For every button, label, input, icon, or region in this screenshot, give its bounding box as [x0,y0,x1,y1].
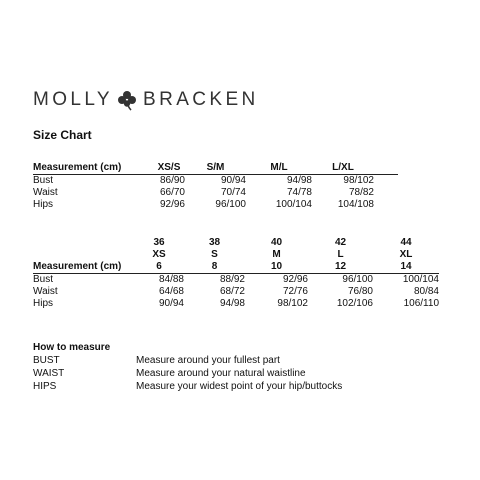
table-row [33,298,439,310]
letter-size-row [33,249,439,261]
table-cell: 76/80 [347,286,373,297]
row-label: Hips [33,298,54,309]
table-cell: 72/76 [282,286,308,297]
measure-text: Measure your widest point of your hip/buttocks [136,381,343,392]
list-item [33,367,342,380]
eu-size: 38 [208,237,221,248]
eu-size: 40 [270,237,283,248]
row-label: Hips [33,199,54,210]
header-measurement: Measurement (cm) [33,162,153,175]
brand-name-right: BRACKEN [143,89,259,110]
header-size: XS/S [153,162,185,175]
table-row [33,187,398,199]
uk-size: 10 [245,261,308,274]
table-cell: 96/100 [215,199,246,210]
table-cell: 94/98 [286,175,312,186]
letter-size: M [272,249,281,260]
uk-size: 6 [134,261,184,274]
table-cell: 100/104 [402,274,439,285]
table-cell: 96/100 [342,274,373,285]
eu-size: 44 [400,237,412,248]
table-cell: 98/102 [277,298,308,309]
table-cell: 92/96 [282,274,308,285]
header-size: M/L [246,162,312,175]
header-size: S/M [185,162,246,175]
table-cell: 70/74 [220,187,246,198]
table-cell: 104/108 [337,199,374,210]
header-spacer [374,162,398,175]
table-cell: 84/88 [158,274,184,285]
table-row [33,274,439,287]
table-cell: 102/106 [336,298,373,309]
eu-size-row [33,237,439,249]
uk-size-row [33,261,439,274]
table-cell: 66/70 [159,187,185,198]
table-cell: 90/94 [220,175,246,186]
list-item [33,354,342,367]
uk-size: 8 [184,261,245,274]
eu-size: 42 [334,237,347,248]
table-cell: 88/92 [219,274,245,285]
size-table-numeric [33,237,439,310]
table-cell: 74/78 [286,187,312,198]
measure-key: BUST [33,355,60,366]
table-row [33,286,439,298]
table-row [33,175,398,188]
list-item [33,380,342,393]
measure-text: Measure around your natural waistline [136,368,306,379]
header-measurement: Measurement (cm) [33,261,134,274]
table-header-row [33,162,398,175]
letter-size: XS [152,249,166,260]
letter-size: L [337,249,344,260]
table-cell: 78/82 [348,187,374,198]
uk-size: 14 [373,261,439,274]
how-to-measure [33,341,342,393]
row-label: Bust [33,175,54,186]
table-cell: 64/68 [158,286,184,297]
clover-icon [115,88,139,112]
measure-key: HIPS [33,381,57,392]
header-size: L/XL [312,162,374,175]
table-cell: 94/98 [219,298,245,309]
letter-size: S [211,249,218,260]
row-label: Waist [33,286,58,297]
table-cell: 90/94 [158,298,184,309]
table-cell: 100/104 [275,199,312,210]
size-table-international [33,162,398,211]
brand-name-left: MOLLY [33,89,114,110]
letter-size: XL [399,249,413,260]
table-cell: 68/72 [219,286,245,297]
row-label: Waist [33,187,58,198]
uk-size: 12 [308,261,373,274]
brand-logo [33,88,259,112]
eu-size: 36 [153,237,165,248]
table-cell: 80/84 [413,286,439,297]
table-cell: 86/90 [159,175,185,186]
table-cell: 106/110 [403,298,439,309]
page-title: Size Chart [33,128,92,142]
measure-text: Measure around your fullest part [136,355,280,366]
how-to-heading: How to measure [33,342,111,353]
table-cell: 92/96 [159,199,185,210]
table-row [33,199,398,211]
row-label: Bust [33,274,54,285]
table-cell: 98/102 [343,175,374,186]
measure-key: WAIST [33,368,65,379]
